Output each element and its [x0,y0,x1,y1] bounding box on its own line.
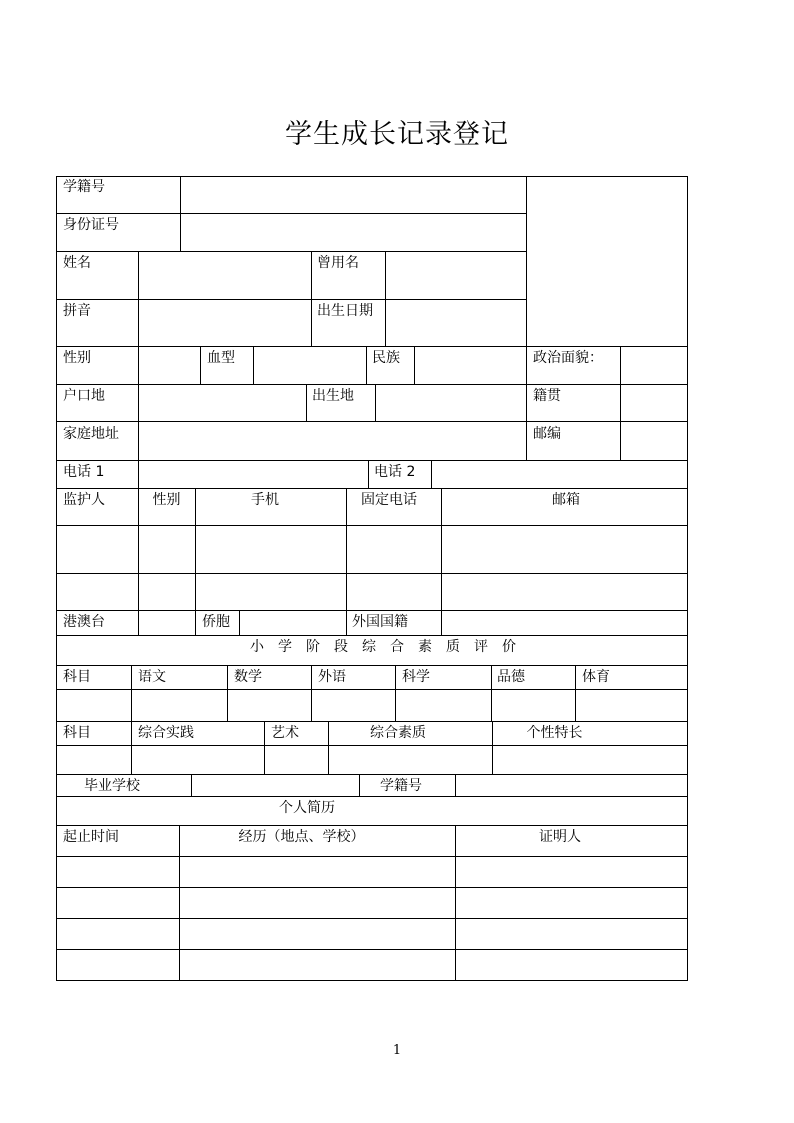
name-label: 姓名 [63,255,91,271]
subject-science: 科学 [402,669,430,685]
guardian-label: 监护人 [63,492,105,508]
graduated-school-label: 毕业学校 [84,778,140,794]
table-line [56,745,688,746]
table-line [131,721,132,774]
table-line [264,721,265,774]
table-line [620,346,621,460]
table-line [311,665,312,721]
resume-witness-label: 证明人 [539,829,581,845]
overseas-chinese-label: 侨胞 [202,614,230,630]
table-line [56,460,688,461]
table-line [131,665,132,721]
table-line [366,346,367,384]
table-line [56,213,526,214]
table-line [56,887,688,888]
table-line [56,573,688,574]
table-line [56,635,688,636]
phone1-label: 电话 1 [63,464,105,480]
table-line [138,384,139,460]
table-line [56,251,526,252]
resume-period-label: 起止时间 [63,829,119,845]
table-line [346,610,347,635]
table-line [56,176,57,981]
subject-chinese: 语文 [138,669,166,685]
table-line [56,980,688,981]
table-line [138,610,139,635]
guardian-email-label: 邮箱 [552,492,580,508]
guardian-gender-label: 性别 [152,492,181,508]
table-line [56,488,688,489]
table-line [195,610,196,635]
table-line [395,665,396,721]
phone2-label: 电话 2 [374,464,416,480]
table-line [56,856,688,857]
subject-practice: 综合实践 [138,725,194,741]
school-student-id-label: 学籍号 [380,778,422,794]
pinyin-label: 拼音 [63,303,91,319]
table-line [56,299,526,300]
page-title: 学生成长记录登记 [285,119,509,150]
table-line [56,525,688,526]
table-line [414,346,415,384]
ethnicity-label: 民族 [372,350,400,366]
subject-personal-strength: 个性特长 [526,725,583,741]
table-line [526,176,527,460]
table-line [359,774,360,796]
table-line [455,774,456,796]
guardian-landline-label: 固定电话 [361,492,417,508]
table-line [253,346,254,384]
table-line [687,176,688,981]
political-status-label: 政治面貌： [533,350,603,366]
table-line [56,796,688,797]
table-line [56,610,688,611]
table-line [441,610,442,635]
table-line [56,384,688,385]
table-line [191,774,192,796]
table-line [227,665,228,721]
table-line [138,460,139,488]
resume-header: 个人简历 [279,800,335,816]
table-line [56,421,688,422]
household-label: 户口地 [63,388,105,404]
id-number-label: 身份证号 [63,217,119,233]
subject-label: 科目 [63,669,91,685]
birth-date-label: 出生日期 [317,303,373,319]
table-line [239,610,240,635]
subject-foreign-language: 外语 [318,669,346,685]
subject-overall-quality: 综合素质 [370,725,426,741]
subject-math: 数学 [234,669,262,685]
table-line [375,384,376,421]
table-line [56,346,688,347]
table-line [56,949,688,950]
table-line [179,825,180,980]
table-line [56,721,688,722]
former-name-label: 曾用名 [317,255,359,271]
table-line [56,774,688,775]
native-place-label: 籍贯 [533,388,561,404]
table-line [491,665,492,721]
blood-type-label: 血型 [207,350,235,366]
table-line [368,460,369,488]
page-number: 1 [392,1043,402,1058]
subject-pe: 体育 [582,669,610,685]
table-line [200,346,201,384]
student-id-label: 学籍号 [63,179,105,195]
table-line [56,918,688,919]
table-line [56,689,688,690]
table-line [180,176,181,251]
subject2-label: 科目 [63,725,91,741]
subject-art: 艺术 [271,725,299,741]
guardian-mobile-label: 手机 [251,492,279,508]
table-line [56,825,688,826]
table-line [138,251,139,346]
postcode-label: 邮编 [533,426,561,442]
table-line [56,665,688,666]
evaluation-header: 小学阶段综合素质评价 [250,639,530,655]
table-line [385,251,386,346]
gender-label: 性别 [63,350,91,366]
resume-experience-label: 经历（地点、学校） [238,829,365,845]
table-line [455,825,456,980]
table-line [306,384,307,421]
table-line [311,251,312,346]
subject-morality: 品德 [497,669,525,685]
birthplace-label: 出生地 [312,388,354,404]
foreign-nationality-label: 外国国籍 [352,614,408,630]
table-line [56,176,688,177]
table-line [575,665,576,721]
table-line [431,460,432,488]
table-line [138,346,139,384]
home-address-label: 家庭地址 [63,426,119,442]
hk-macau-taiwan-label: 港澳台 [63,614,105,630]
